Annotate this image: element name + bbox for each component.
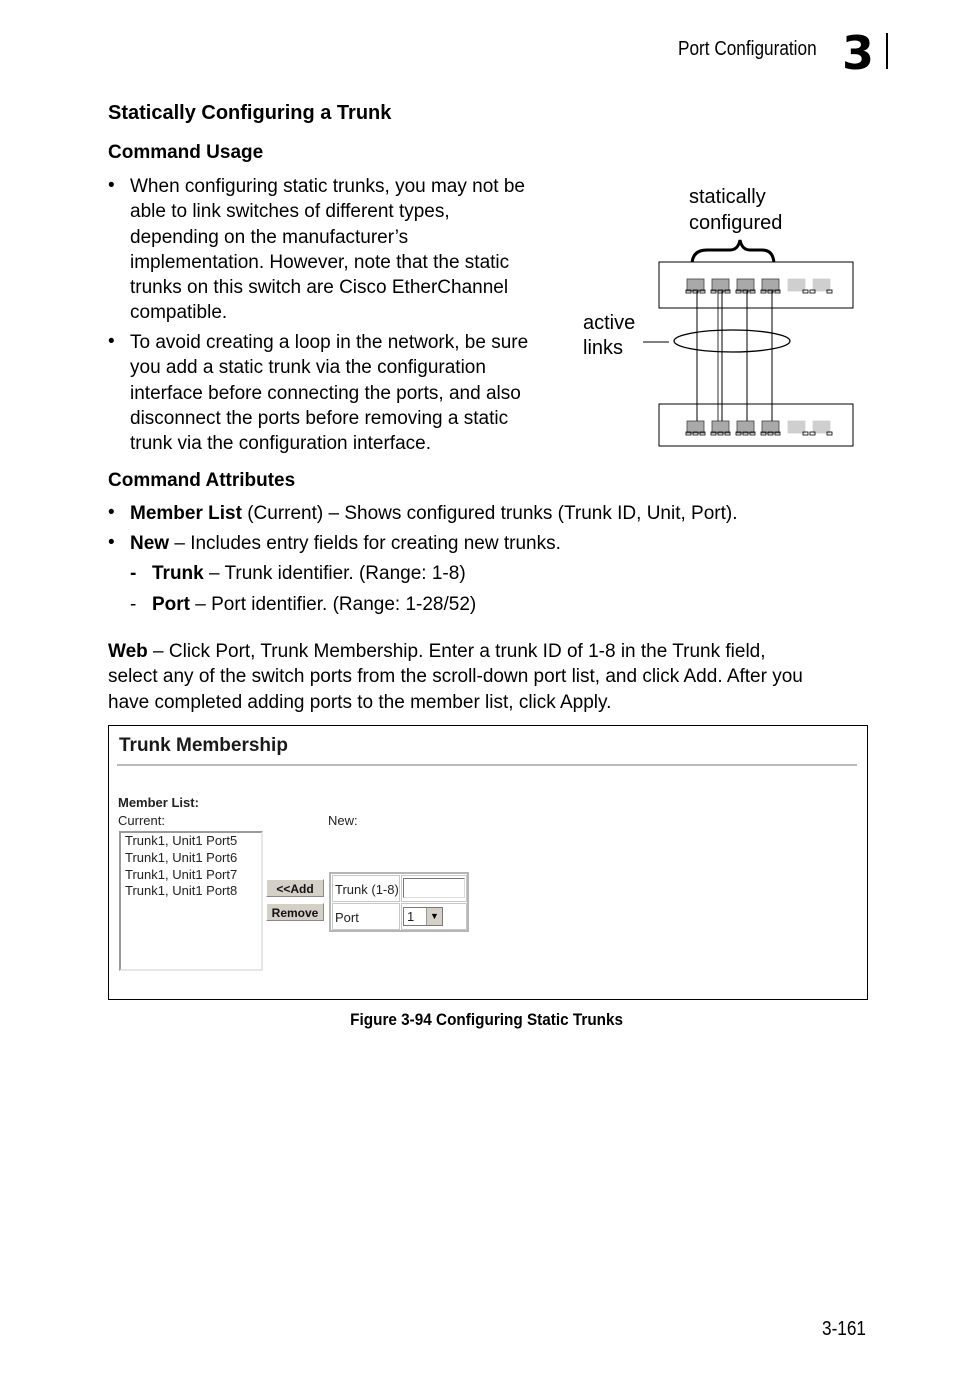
trunk-field-label: Trunk (1-8)	[335, 882, 399, 897]
attr-new	[130, 531, 561, 556]
port-field-label: Port	[335, 910, 359, 925]
current-label: Current:	[118, 813, 165, 828]
text-line: you add a static trunk via the configuration	[130, 357, 486, 379]
section-title: Statically Configuring a Trunk	[108, 102, 392, 124]
text-line	[108, 639, 878, 664]
text-line: have completed adding ports to the member list, click Apply.	[108, 691, 612, 713]
term: Port	[152, 594, 190, 615]
diagram-graphic	[575, 180, 865, 460]
attr-port	[152, 592, 476, 617]
web-instructions	[108, 639, 878, 715]
text-line: interface before connecting the ports, and also	[130, 382, 521, 404]
text-line: trunk via the configuration interface.	[130, 433, 432, 455]
dash-marker: -	[130, 563, 137, 584]
chapter-number: 3	[842, 26, 874, 80]
trunk-links	[697, 291, 772, 421]
caption-text: Figure 3-94 Configuring Static Trunks	[350, 1010, 624, 1029]
chevron-down-icon[interactable]: ▼	[426, 908, 442, 925]
port-select[interactable]	[403, 907, 443, 926]
dash-marker: -	[130, 594, 137, 615]
bullet-marker: •	[108, 175, 115, 196]
brace-icon	[692, 240, 774, 265]
usage-bullet-2	[130, 330, 570, 456]
web-term: Web	[108, 641, 148, 662]
bullet-marker: •	[108, 532, 115, 553]
panel-title: Trunk Membership	[119, 735, 288, 756]
trunk-label-cell	[332, 875, 400, 902]
diagram-label-links: links	[583, 337, 624, 359]
text-line: depending on the manufacturer’s	[130, 226, 409, 248]
text-span: – Click Port, Trunk Membership. Enter a trunk ID of 1-8 in the Trunk field,	[147, 641, 766, 662]
chapter-divider	[886, 33, 888, 69]
command-usage-heading: Command Usage	[108, 142, 264, 163]
text-line: trunks on this switch are Cisco EtherChannel	[130, 277, 509, 299]
command-attributes-heading: Command Attributes	[108, 470, 296, 491]
diagram-label-active: active	[583, 312, 636, 334]
usage-bullet-1	[130, 174, 570, 326]
new-trunk-form	[329, 872, 469, 932]
diagram-label-statically: statically	[689, 186, 766, 208]
trunk-membership-screenshot	[108, 725, 868, 1000]
text-line: disconnect the ports before removing a static	[130, 407, 509, 429]
title-divider	[117, 764, 857, 766]
page-number: 3-161	[822, 1318, 866, 1340]
list-item[interactable]: Trunk1, Unit1 Port6	[125, 849, 238, 865]
link-group-ellipse	[674, 330, 790, 352]
desc: – Port identifier. (Range: 1-28/52)	[190, 594, 477, 615]
list-item[interactable]: Trunk1, Unit1 Port8	[125, 883, 238, 899]
list-item[interactable]: Trunk1, Unit1 Port5	[125, 833, 238, 848]
remove-button[interactable]: Remove	[266, 903, 324, 921]
diagram-label-configured: configured	[689, 212, 783, 234]
text-line: When configuring static trunks, you may not be	[130, 176, 525, 197]
term: Trunk	[152, 563, 204, 584]
trunk-id-input[interactable]	[403, 878, 465, 898]
text-line: compatible.	[130, 302, 228, 324]
running-title: Port Configuration	[678, 38, 817, 60]
desc: – Includes entry fields for creating new trunks.	[169, 533, 561, 554]
attr-member-list	[130, 501, 738, 526]
text-line: able to link switches of different types,	[130, 201, 450, 223]
figure-caption	[0, 1010, 954, 1030]
list-item[interactable]: Trunk1, Unit1 Port7	[125, 866, 238, 882]
new-label: New:	[328, 813, 358, 828]
attr-trunk	[152, 561, 466, 586]
bullet-marker: •	[108, 502, 115, 523]
text-line: implementation. However, note that the static	[130, 251, 510, 273]
add-button[interactable]: <<Add	[266, 879, 324, 897]
term: Member List	[130, 503, 242, 524]
port-label-cell	[332, 903, 400, 930]
desc: – Trunk identifier. (Range: 1-8)	[203, 563, 466, 584]
desc: (Current) – Shows configured trunks (Trunk ID, Unit, Port).	[241, 503, 738, 524]
current-members-listbox[interactable]	[119, 831, 263, 971]
member-list-label: Member List:	[118, 795, 199, 810]
port-select-value: 1	[407, 909, 415, 924]
trunk-diagram	[575, 180, 865, 460]
bullet-marker: •	[108, 331, 115, 352]
text-line: select any of the switch ports from the scroll-down port list, and click Add. After you	[108, 666, 803, 688]
term: New	[130, 533, 170, 554]
text-line: To avoid creating a loop in the network, be sure	[130, 332, 529, 353]
